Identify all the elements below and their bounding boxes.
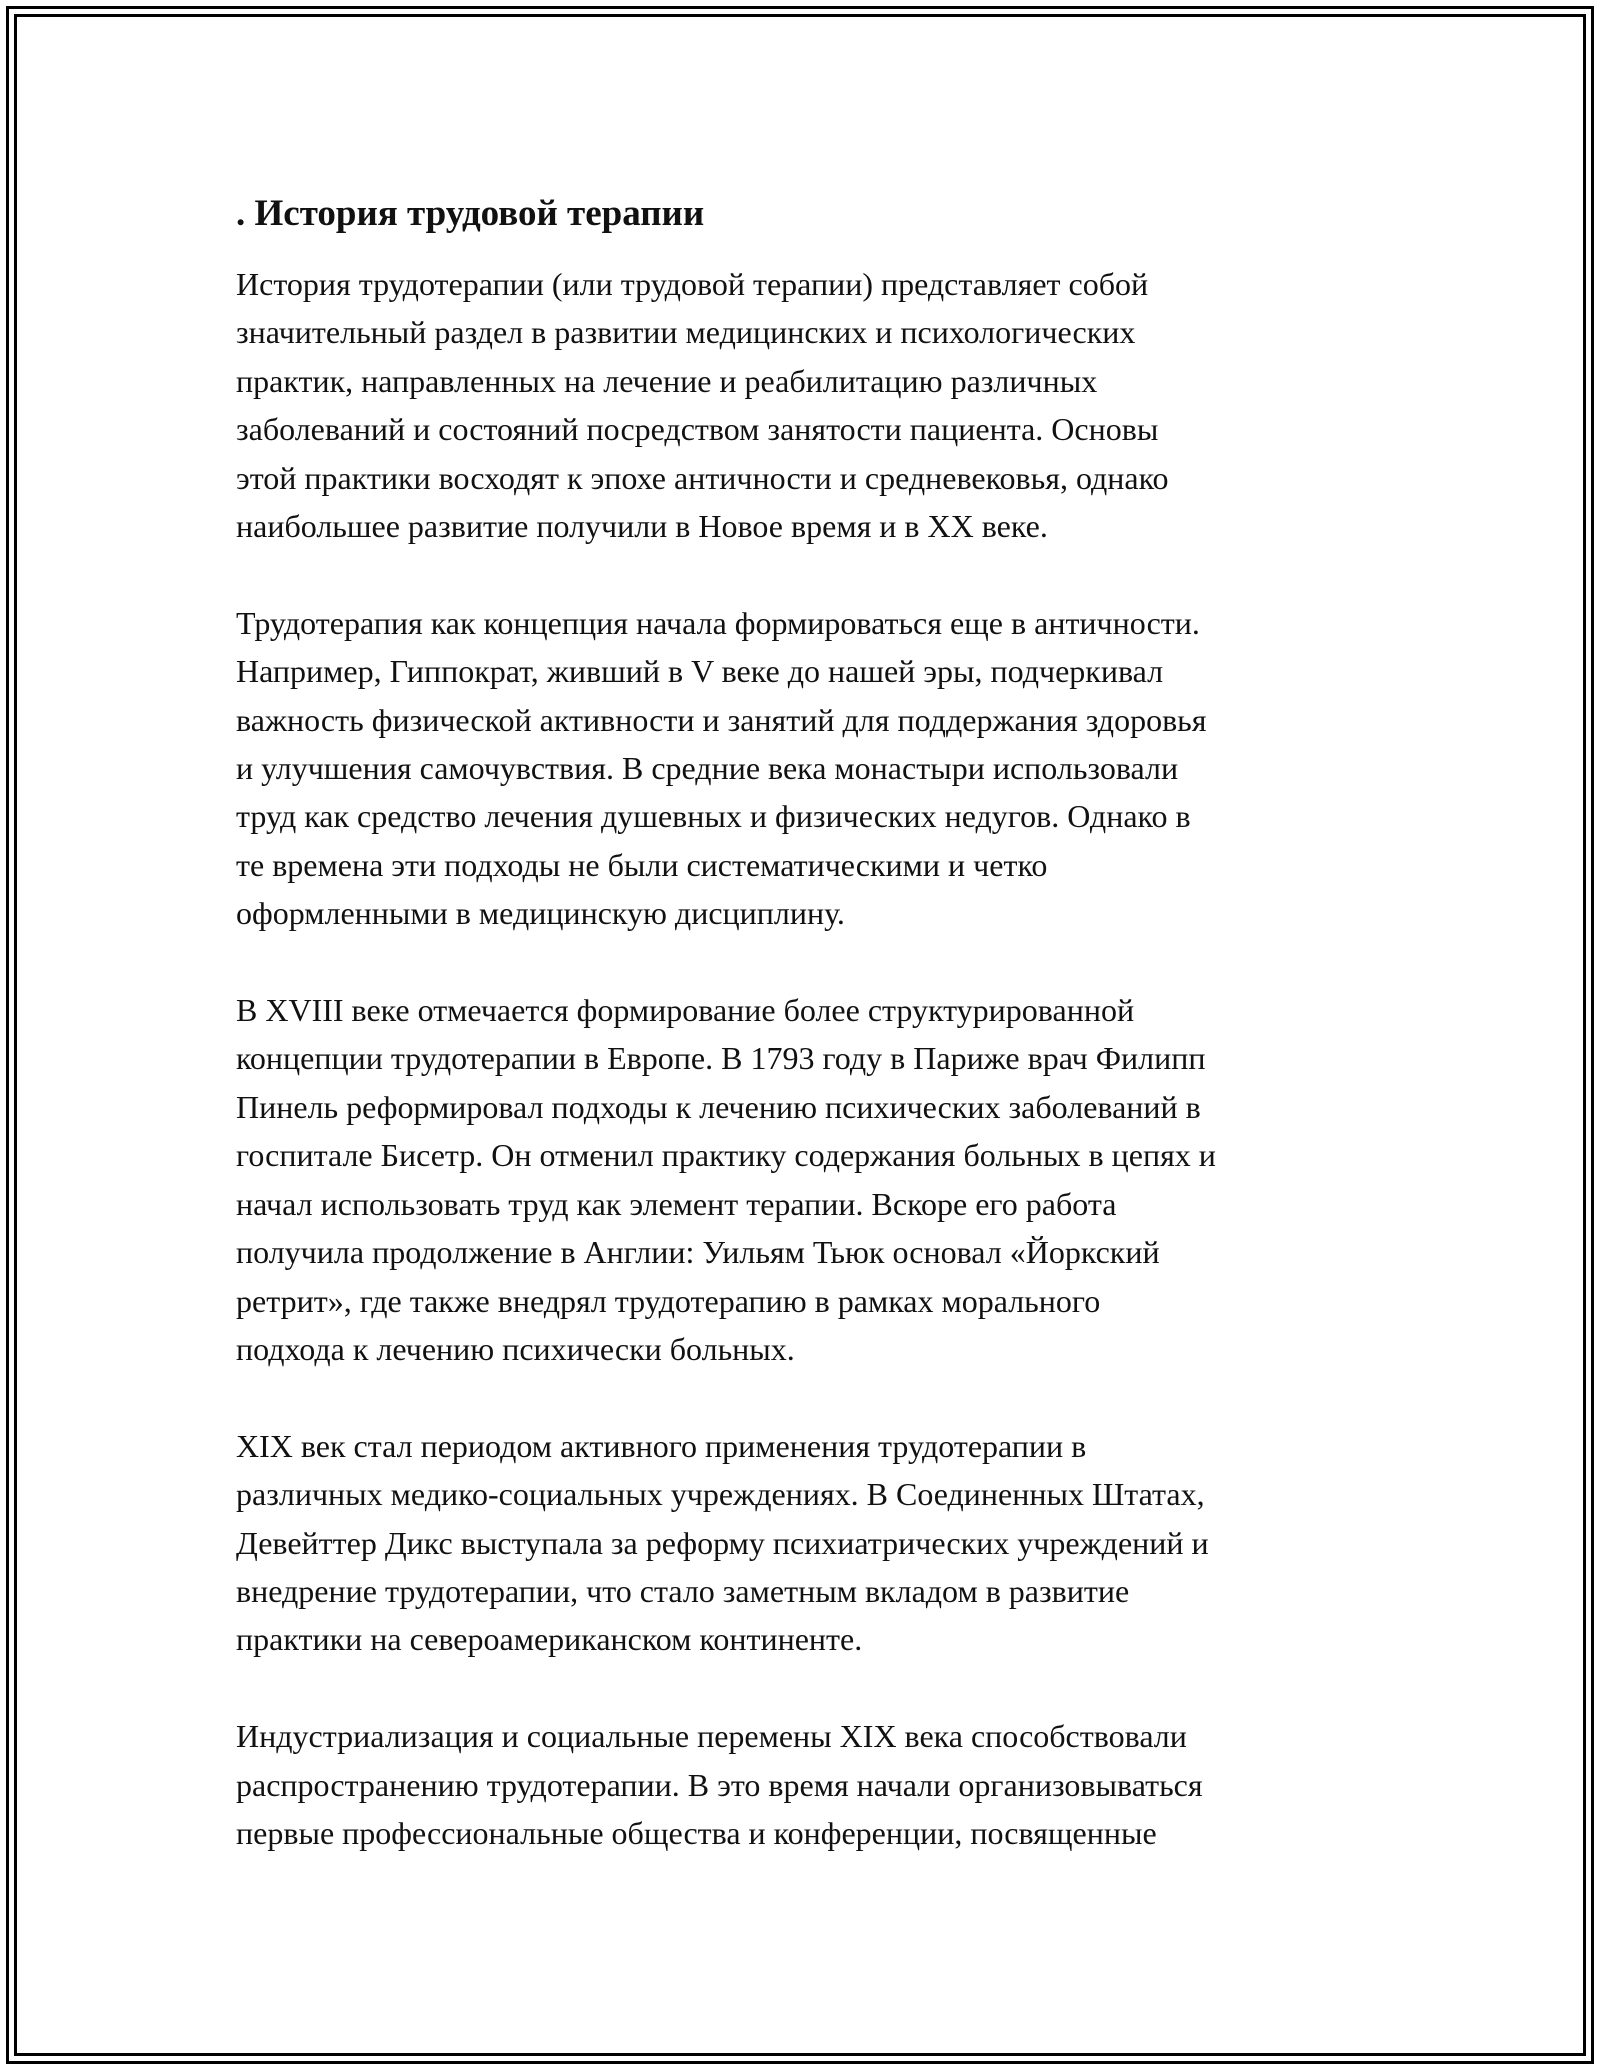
text-line: внедрение трудотерапии, что стало заметным вкладом в развитие xyxy=(236,1572,1130,1609)
paragraph-1 xyxy=(236,260,1376,550)
text-line: распространению трудотерапии. В это время начали организовываться xyxy=(236,1766,1203,1803)
text-line: значительный раздел в развитии медицинских и психологических xyxy=(236,314,1136,351)
text-line: Индустриализация и социальные перемены XIX века способствовали xyxy=(236,1718,1187,1755)
text-line: подхода к лечению психически больных. xyxy=(236,1330,795,1367)
text-line: практики на североамериканском континенте. xyxy=(236,1621,863,1658)
paragraph-3 xyxy=(236,986,1376,1373)
text-line: начал использовать труд как элемент терапии. Вскоре его работа xyxy=(236,1185,1117,1222)
text-line: наибольшее развитие получили в Новое время и в XX веке. xyxy=(236,508,1048,545)
text-line: История трудотерапии (или трудовой терапии) представляет собой xyxy=(236,266,1149,302)
text-line: госпитале Бисетр. Он отменил практику содержания больных в цепях и xyxy=(236,1137,1216,1174)
document-body xyxy=(236,188,1376,1906)
text-line: этой практики восходят к эпохе античности и средневековья, однако xyxy=(236,459,1169,496)
text-line: Трудотерапия как концепция начала формироваться еще в античности. xyxy=(236,604,1200,641)
text-line: важность физической активности и занятий для поддержания здоровья xyxy=(236,701,1207,738)
text-line: Девейттер Дикс выступала за реформу психиатрических учреждений и xyxy=(236,1524,1209,1561)
text-line: труд как средство лечения душевных и физических недугов. Однако в xyxy=(236,798,1191,835)
text-line: концепции трудотерапии в Европе. В 1793 году в Париже врач Филипп xyxy=(236,1040,1206,1077)
paragraph-4 xyxy=(236,1422,1376,1664)
text-line: ретрит», где также внедрял трудотерапию в рамках морального xyxy=(236,1282,1101,1319)
text-line: Пинель реформировал подходы к лечению психических заболеваний в xyxy=(236,1088,1201,1125)
text-line: В XVIII веке отмечается формирование более структурированной xyxy=(236,992,1135,1029)
text-line: Например, Гиппократ, живший в V веке до нашей эры, подчеркивал xyxy=(236,653,1164,690)
text-line: те времена эти подходы не были систематическими и четко xyxy=(236,846,1048,883)
text-line: практик, направленных на лечение и реабилитацию различных xyxy=(236,362,1098,399)
text-line: различных медико-социальных учреждениях. В Соединенных Штатах, xyxy=(236,1476,1205,1513)
text-line: получила продолжение в Англии: Уильям Тьюк основал «Йоркский xyxy=(236,1234,1160,1271)
text-line: и улучшения самочувствия. В средние века монастыри использовали xyxy=(236,750,1179,787)
text-line: первые профессиональные общества и конференции, посвященные xyxy=(236,1814,1157,1851)
paragraph-2 xyxy=(236,599,1376,938)
document-title: . История трудовой терапии xyxy=(236,193,705,234)
text-line: оформленными в медицинскую дисциплину. xyxy=(236,895,845,932)
paragraph-5 xyxy=(236,1712,1376,1857)
text-line: заболеваний и состояний посредством занятости пациента. Основы xyxy=(236,411,1159,448)
text-line: XIX век стал периодом активного применения трудотерапии в xyxy=(236,1427,1087,1464)
